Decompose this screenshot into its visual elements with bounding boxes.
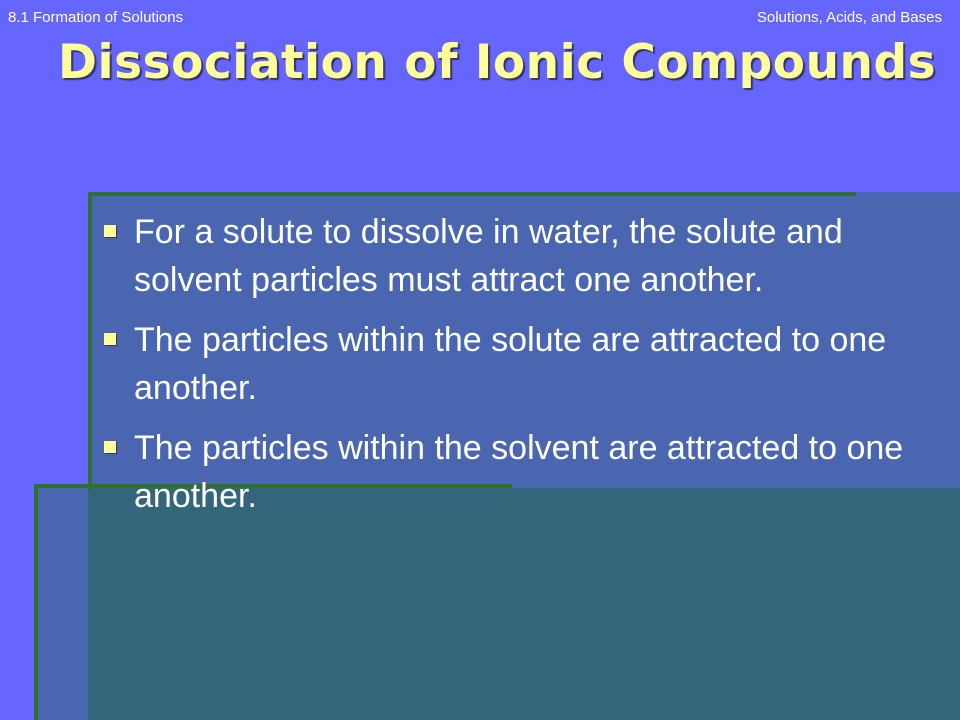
decorative-bar-upper — [88, 192, 856, 196]
bullet-item-3 — [100, 424, 920, 520]
bullet-item-2 — [100, 316, 920, 412]
background-panel-lower-left — [34, 488, 88, 720]
bullet-list — [100, 208, 920, 532]
bullet-text-1: For a solute to dissolve in water, the solute and solvent particles must attract one another. — [134, 213, 843, 299]
section-header: 8.1 Formation of Solutions — [8, 9, 184, 26]
slide-title: Dissociation of Ionic Compounds — [58, 35, 937, 90]
chapter-header: Solutions, Acids, and Bases — [756, 9, 942, 26]
yellow-square-bullet-icon — [104, 333, 116, 345]
yellow-square-bullet-icon — [104, 225, 116, 237]
decorative-edge-lower — [34, 484, 38, 720]
yellow-square-bullet-icon — [104, 441, 116, 453]
bullet-text-3: The particles within the solvent are attracted to one another. — [134, 429, 904, 515]
bullet-item-1 — [100, 208, 920, 304]
decorative-edge-upper — [88, 192, 92, 492]
bullet-text-2: The particles within the solute are attracted to one another. — [134, 321, 887, 407]
